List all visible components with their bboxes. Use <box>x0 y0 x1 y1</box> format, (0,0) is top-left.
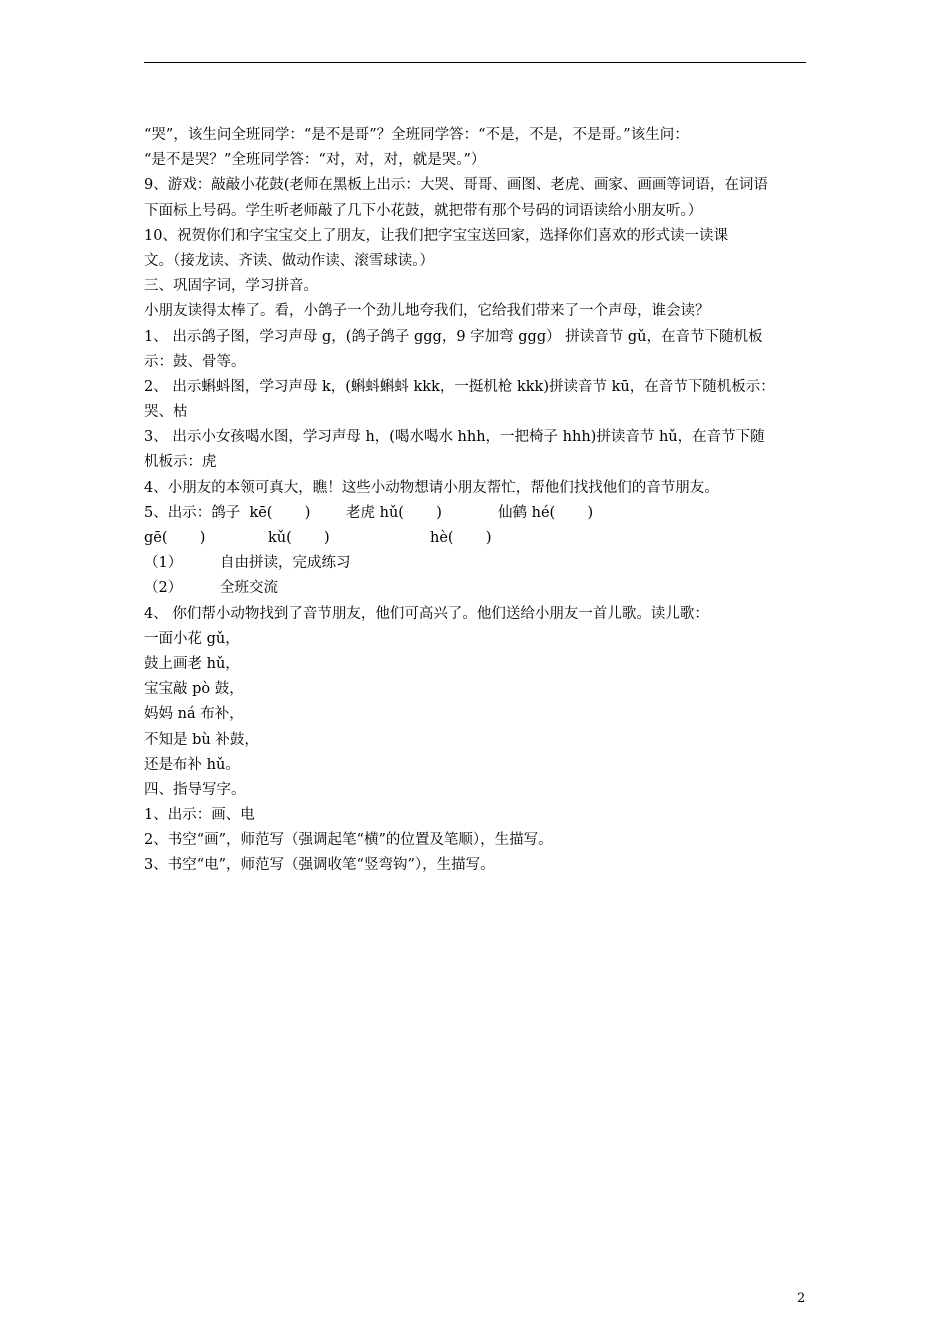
text-line: 4、 你们帮小动物找到了音节朋友，他们可高兴了。他们送给小朋友一首儿歌。读儿歌： <box>144 605 709 622</box>
step-item-2 <box>144 576 816 601</box>
text-line: 3、 出示小女孩喝水图，学习声母 h，(喝水喝水 hhh，一把椅子 hhh)拼读音节 hǔ，在音节下随 <box>144 429 765 446</box>
rhyme-line: 一面小花 gǔ， <box>144 630 240 647</box>
text-line: 9、游戏：敲敲小花鼓(老师在黑板上出示：大哭、哥哥、画图、老虎、画家、画画等词语，在词语 <box>144 177 768 194</box>
text-line: 机板示：虎 <box>144 454 217 471</box>
rhyme-line: 鼓上画老 hǔ， <box>144 655 240 672</box>
section-heading: 三、巩固字词，学习拼音。 <box>144 278 318 295</box>
step-item-1 <box>144 551 816 576</box>
text-line: 4、小朋友的本领可真大，瞧！这些小动物想请小朋友帮忙，帮他们找找他们的音节朋友。 <box>144 479 719 496</box>
text-line: “是不是哭？”全班同学答：“对，对，对，就是哭。”） <box>144 152 486 169</box>
section-heading: 四、指导写字。 <box>144 781 246 798</box>
exercise-cell: gē( ) <box>144 530 206 546</box>
step-number: （2） <box>144 580 183 597</box>
exercise-cell: 5、出示：鸽子 kē( ) <box>144 504 311 521</box>
step-text: 自由拼读，完成练习 <box>220 555 351 572</box>
text-line: 10、祝贺你们和字宝宝交上了朋友，让我们把字宝宝送回家，选择你们喜欢的形式读一读课 <box>144 227 728 244</box>
exercise-cell: hè( ) <box>430 530 492 546</box>
header-rule <box>144 62 806 63</box>
text-line: 3、书空“电”，师范写（强调收笔“竖弯钩”），生描写。 <box>144 857 495 874</box>
text-line: 2、书空“画”，师范写（强调起笔“横”的位置及笔顺），生描写。 <box>144 832 553 849</box>
step-text: 全班交流 <box>220 580 278 597</box>
text-line: 2、 出示蝌蚪图，学习声母 k，(蝌蚪蝌蚪 kkk，一挺机枪 kkk)拼读音节 kū，在音节下随机板示： <box>144 378 775 395</box>
text-line: 示：鼓、骨等。 <box>144 353 246 370</box>
exercise-row-2 <box>144 526 816 551</box>
exercise-row-1 <box>144 501 816 526</box>
document-body <box>144 123 816 879</box>
page-number: 2 <box>797 1291 806 1306</box>
text-line: 1、出示：画、电 <box>144 807 255 824</box>
rhyme-line: 还是布补 hǔ。 <box>144 756 240 773</box>
rhyme-line: 妈妈 ná 布补， <box>144 706 244 723</box>
text-line: 下面标上号码。学生听老师敲了几下小花鼓，就把带有那个号码的词语读给小朋友听。） <box>144 202 703 219</box>
text-line: 1、 出示鸽子图，学习声母 g，(鸽子鸽子 ggg，9 字加弯 ggg） 拼读音节 gǔ，在音节下随机板 <box>144 328 763 345</box>
text-line: 文。（接龙读、齐读、做动作读、滚雪球读。） <box>144 252 434 269</box>
text-line: 小朋友读得太棒了。看，小鸽子一个劲儿地夸我们，它给我们带来了一个声母，谁会读？ <box>144 303 710 320</box>
exercise-cell: kǔ( ) <box>268 530 330 546</box>
rhyme-line: 不知是 bù 补鼓， <box>144 731 259 748</box>
exercise-cell: 老虎 hǔ( ) <box>346 504 442 521</box>
text-line: “哭”，该生问全班同学：“是不是哥”？全班同学答：“不是，不是，不是哥。”该生问： <box>144 127 689 143</box>
step-number: （1） <box>144 555 183 572</box>
rhyme-line: 宝宝敲 pò 鼓， <box>144 681 244 698</box>
text-line: 哭、枯 <box>144 404 188 421</box>
exercise-cell: 仙鹤 hé( ) <box>498 504 594 521</box>
